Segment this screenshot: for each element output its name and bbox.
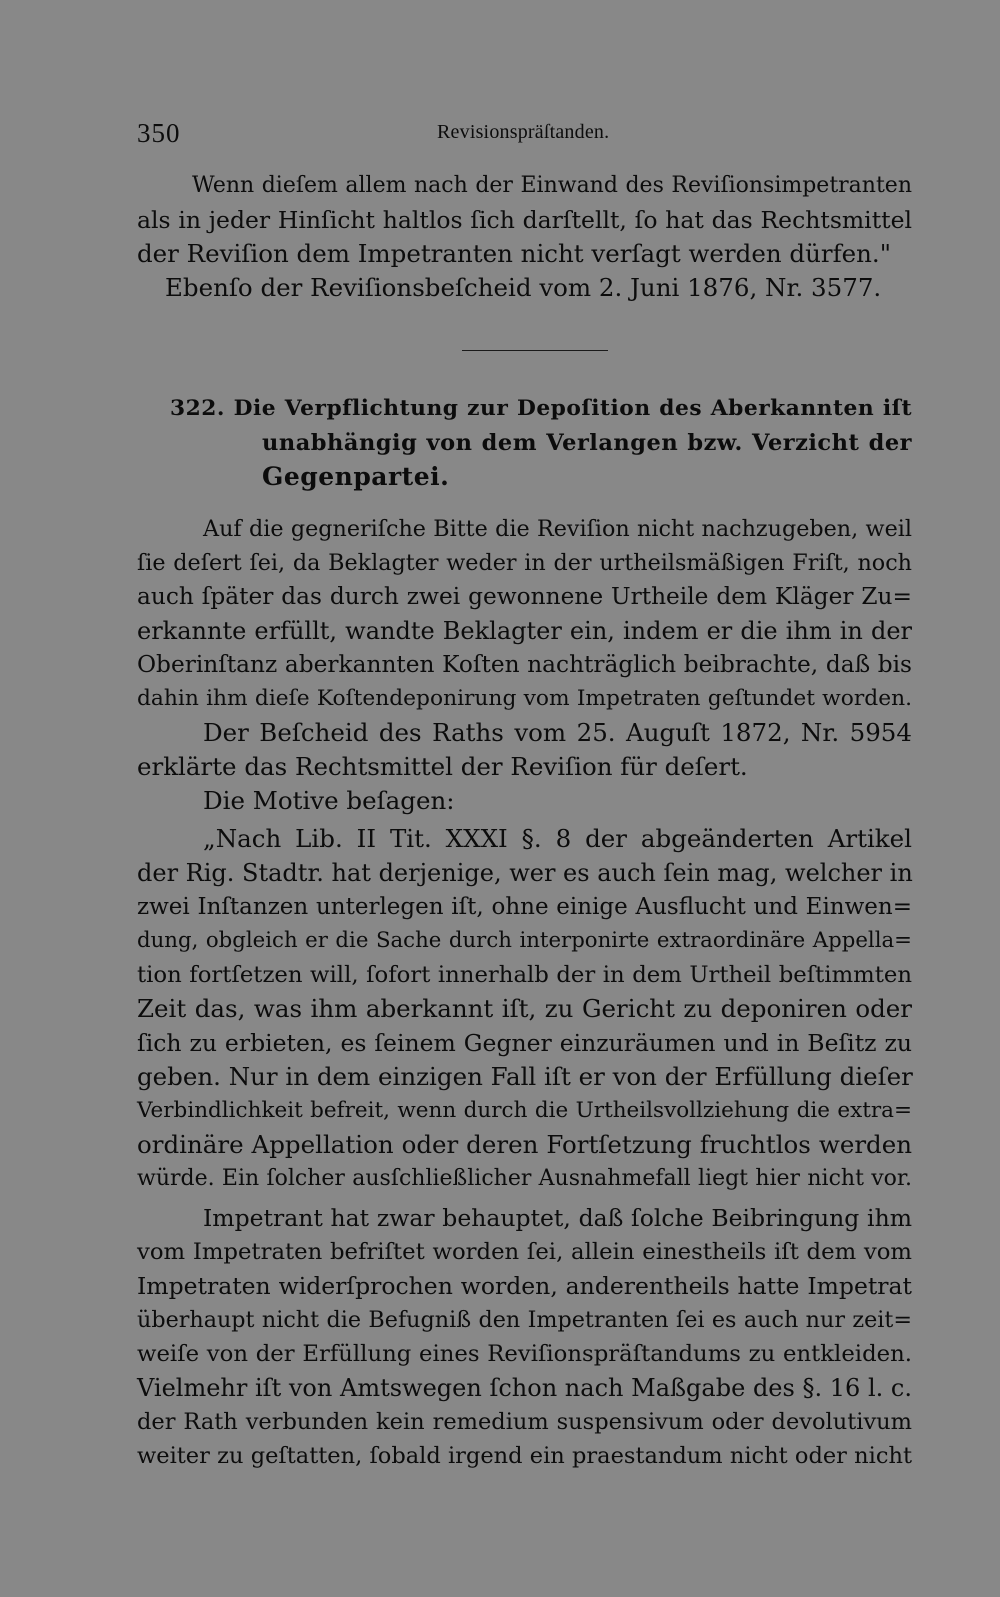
text-line: weiter zu geſtatten, ſobald irgend ein praestandum nicht oder nicht — [137, 1443, 912, 1469]
text-line: Impetrant hat zwar behauptet, daß ſolche Beibringung ihm — [203, 1204, 912, 1232]
text-line: der Rath verbunden kein remedium suspensivum oder devolutivum — [137, 1409, 912, 1435]
text-line: dahin ihm dieſe Koſtendeponirung vom Impetraten geſtundet worden. — [137, 686, 912, 711]
text-line: Vielmehr iſt von Amtswegen ſchon nach Maßgabe des §. 16 l. c. — [137, 1374, 912, 1402]
running-head: Revisionspräſtanden. — [437, 121, 610, 143]
text-line: würde. Ein ſolcher ausſchließlicher Ausnahmefall liegt hier nicht vor. — [137, 1166, 912, 1191]
page-number: 350 — [137, 118, 181, 148]
heading-line: 322. Die Verpflichtung zur Depoſition des Aberkannten iſt — [170, 396, 912, 421]
text-line: ordinäre Appellation oder deren Fortſetzung fruchtlos werden — [137, 1130, 912, 1159]
text-line: auch ſpäter das durch zwei gewonnene Urtheile dem Kläger Zu= — [137, 583, 912, 610]
text-line: tion fortſetzen will, ſofort innerhalb der in dem Urtheil beſtimmten — [137, 962, 912, 988]
text-line: erklärte das Rechtsmittel der Reviſion für deſert. — [137, 752, 748, 781]
text-line: weiſe von der Erfüllung eines Reviſionspräſtandums zu entkleiden. — [137, 1341, 912, 1367]
text-line: geben. Nur in dem einzigen Fall iſt er von der Erfüllung dieſer — [137, 1062, 913, 1091]
text-line: Verbindlichkeit befreit, wenn durch die Urtheilsvollziehung die extra= — [137, 1098, 912, 1123]
page-header — [137, 118, 937, 148]
text-line: Die Motive beſagen: — [203, 786, 455, 815]
text-line: der Rig. Stadtr. hat derjenige, wer es auch ſein mag, welcher in — [137, 859, 913, 887]
text-line: der Reviſion dem Impetranten nicht verſagt werden dürfen." — [137, 239, 891, 268]
section-divider — [462, 350, 608, 351]
text-line: Auf die gegneriſche Bitte die Reviſion nicht nachzugeben, weil — [203, 516, 912, 542]
text-line: überhaupt nicht die Befugniß den Impetranten ſei es auch nur zeit= — [137, 1307, 912, 1333]
text-line: Ebenſo der Reviſionsbeſcheid vom 2. Juni 1876, Nr. 3577. — [165, 273, 882, 302]
text-line: dung, obgleich er die Sache durch interponirte extraordinäre Appella= — [137, 928, 912, 953]
text-line: erkannte erfüllt, wandte Beklagter ein, indem er die ihm in der — [137, 617, 912, 645]
text-line: Zeit das, was ihm aberkannt iſt, zu Gericht zu deponiren oder — [137, 994, 912, 1023]
text-line: vom Impetraten befriſtet worden ſei, allein einestheils iſt dem vom — [137, 1239, 912, 1265]
text-line: Der Beſcheid des Raths vom 25. Auguſt 1872, Nr. 5954 — [203, 718, 912, 747]
text-line: Impetraten widerſprochen worden, anderentheils hatte Impetrat — [137, 1272, 912, 1300]
text-line: „Nach Lib. II Tit. XXXI §. 8 der abgeänderten Artikel — [203, 824, 912, 853]
text-line: zwei Inſtanzen unterlegen iſt, ohne einige Ausflucht und Einwen= — [137, 894, 912, 920]
heading-line: Gegenpartei. — [262, 462, 450, 491]
heading-line: unabhängig von dem Verlangen bzw. Verzicht der — [262, 430, 912, 456]
text-line: ſich zu erbieten, es ſeinem Gegner einzuräumen und in Beſitz zu — [137, 1029, 912, 1057]
text-line: Oberinſtanz aberkannten Koſten nachträglich beibrachte, daß bis — [137, 651, 912, 678]
text-line: Wenn dieſem allem nach der Einwand des Reviſionsimpetranten — [192, 173, 912, 198]
text-line: ſie deſert ſei, da Beklagter weder in der urtheilsmäßigen Friſt, noch — [137, 550, 912, 576]
text-line: als in jeder Hinſicht haltlos ſich darſtellt, ſo hat das Rechtsmittel — [137, 206, 912, 234]
